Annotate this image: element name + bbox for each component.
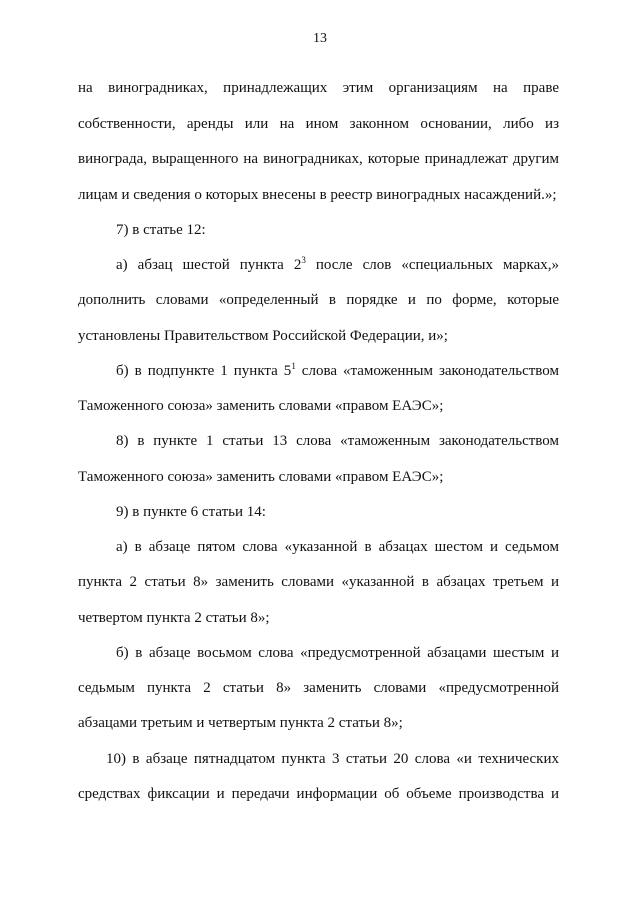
text-line: 8) в пункте 1 статьи 13 слова «таможенным законодательством	[116, 433, 559, 449]
text-line: собственности, аренды или на ином законном основании, либо из	[78, 116, 559, 132]
superscript: 3	[301, 255, 306, 265]
text-span: после слов «специальных марках,»	[305, 257, 559, 273]
page-number: 13	[313, 31, 327, 46]
text-span: а) абзац шестой пункта 2	[116, 257, 302, 273]
list-item-heading: 7) в статье 12:	[116, 222, 206, 238]
text-line: абзацами третьим и четвертым пункта 2 статьи 8»;	[78, 715, 403, 731]
text-line: б) в абзаце восьмом слова «предусмотренной абзацами шестым и	[116, 645, 559, 661]
text-line: а) в абзаце пятом слова «указанной в абзацах шестом и седьмом	[116, 539, 559, 555]
text-line: винограда, выращенного на виноградниках, которые принадлежат другим	[78, 151, 559, 167]
text-line: на виноградниках, принадлежащих этим организациям на праве	[78, 80, 559, 96]
list-item-heading: 9) в пункте 6 статьи 14:	[116, 504, 266, 520]
superscript: 1	[291, 361, 296, 371]
text-span: слова «таможенным законодательством	[295, 363, 559, 379]
text-line: лицам и сведения о которых внесены в реестр виноградных насаждений.»;	[78, 187, 557, 203]
text-line: 10) в абзаце пятнадцатом пункта 3 статьи 20 слова «и технических	[106, 751, 559, 767]
text-line: установлены Правительством Российской Федерации, и»;	[78, 328, 448, 344]
text-line: дополнить словами «определенный в порядке и по форме, которые	[78, 292, 559, 308]
text-line: Таможенного союза» заменить словами «правом ЕАЭС»;	[78, 398, 444, 414]
text-line	[116, 256, 559, 274]
text-line: четвертом пункта 2 статьи 8»;	[78, 610, 270, 626]
text-line: Таможенного союза» заменить словами «правом ЕАЭС»;	[78, 469, 444, 485]
text-line	[116, 362, 559, 380]
text-line: седьмым пункта 2 статьи 8» заменить словами «предусмотренной	[78, 680, 559, 696]
text-line: пункта 2 статьи 8» заменить словами «указанной в абзацах третьем и	[78, 574, 559, 590]
text-span: б) в подпункте 1 пункта 5	[116, 363, 292, 379]
text-line: средствах фиксации и передачи информации об объеме производства и	[78, 786, 559, 802]
